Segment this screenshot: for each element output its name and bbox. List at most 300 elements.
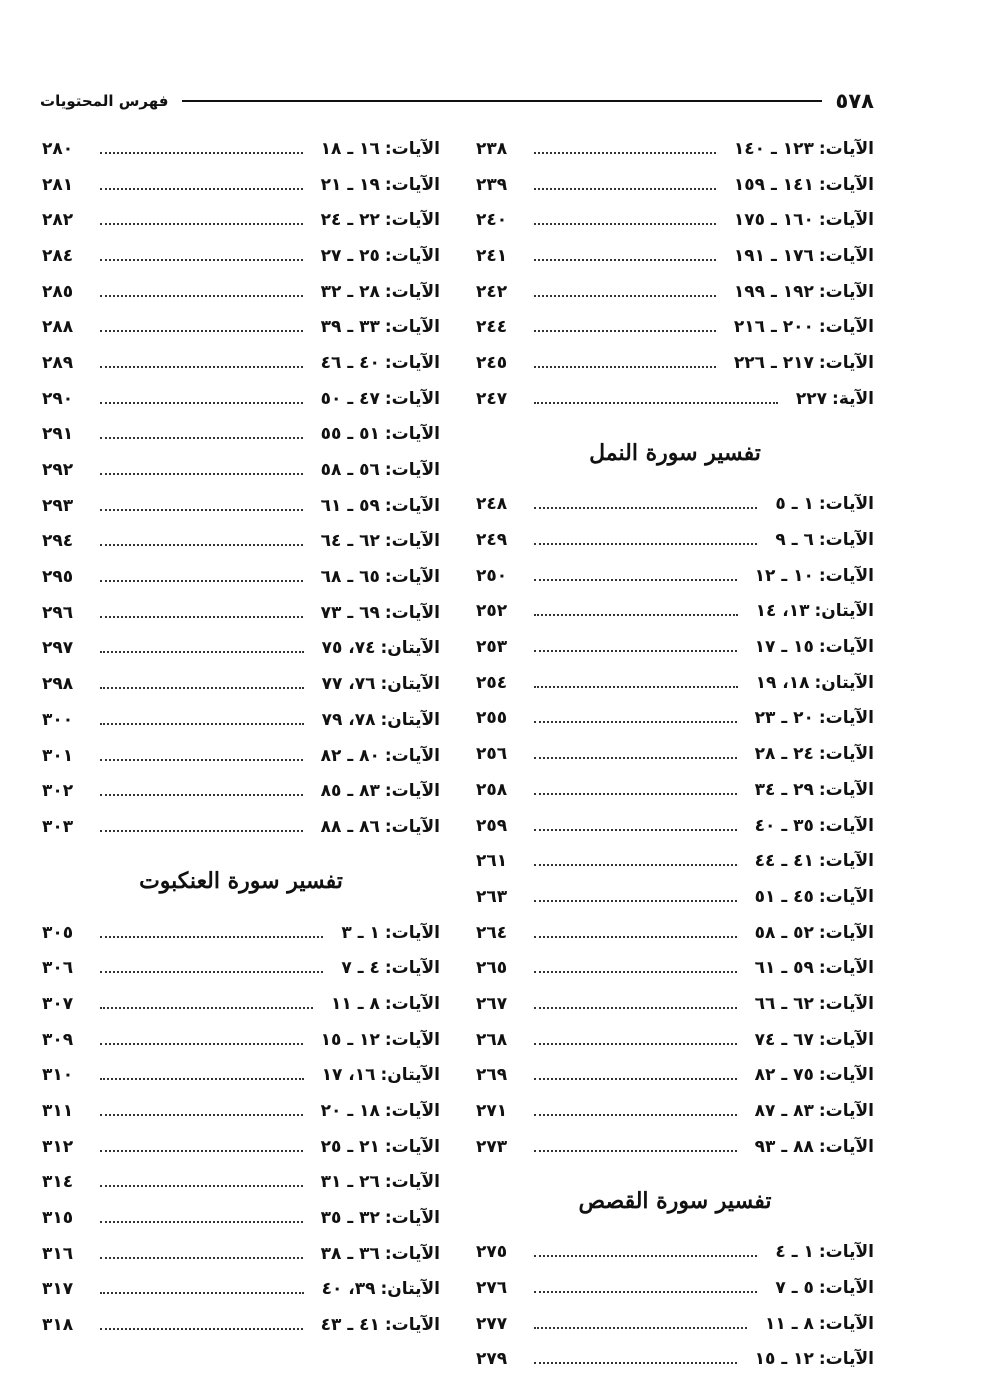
dot-leader: [534, 402, 778, 404]
dot-leader: [534, 793, 737, 795]
toc-entry: [476, 309, 874, 345]
toc-entry-verses: ٥١ ـ ٥٥: [320, 424, 380, 445]
toc-entry-page-number: ٣١٤: [42, 1172, 74, 1193]
toc-entry: [476, 665, 874, 701]
toc-entry: [476, 594, 874, 630]
toc-entry-verses: ١٥ ـ ١٧: [754, 637, 814, 658]
dot-leader: [534, 507, 757, 509]
toc-entry-verses: ١٨ ـ ٢٠: [320, 1101, 380, 1122]
toc-entry-label: الآيتان:: [380, 638, 440, 659]
toc-entry-label: الآيتان:: [380, 674, 440, 695]
toc-entry-page-number: ٢٥٨: [476, 779, 508, 800]
toc-entry-label: الآيات:: [384, 1315, 440, 1336]
dot-leader: [100, 188, 303, 190]
dot-leader: [534, 864, 737, 866]
toc-entry-label: الآيات:: [818, 1101, 874, 1122]
toc-entry-label: الآيات:: [818, 174, 874, 195]
dot-leader: [100, 544, 303, 546]
dot-leader: [534, 1114, 737, 1116]
toc-entry-label: الآيات:: [384, 816, 440, 837]
toc-entry-verses: ١٦ ـ ١٨: [320, 138, 380, 159]
dot-leader: [534, 1150, 737, 1152]
toc-entry-page-number: ٣٠١: [42, 745, 74, 766]
toc-entry-page-number: ٢٥٣: [476, 637, 508, 658]
dot-leader: [534, 936, 737, 938]
toc-entry-verses: ٦٥ ـ ٦٨: [320, 567, 380, 588]
dot-leader: [100, 1150, 303, 1152]
page-number: ٥٧٨: [835, 89, 874, 113]
toc-entry-verses: ٨٣ ـ ٨٥: [320, 781, 380, 802]
toc-entry-page-number: ٢٦١: [476, 851, 508, 872]
dot-leader: [100, 1292, 304, 1294]
toc-entry-label: الآيات:: [384, 424, 440, 445]
toc-entry: [476, 772, 874, 808]
dot-leader: [534, 829, 737, 831]
toc-entry-page-number: ٢٩٠: [42, 388, 74, 409]
dot-leader: [100, 1328, 303, 1330]
toc-entry-verses: ٨٦ ـ ٨٨: [320, 816, 380, 837]
toc-entry-page-number: ٢٩٢: [42, 460, 74, 481]
dot-leader: [534, 900, 737, 902]
dot-leader: [100, 1043, 303, 1045]
toc-entry: [42, 1272, 440, 1308]
toc-entry: [476, 1058, 874, 1094]
toc-entry-page-number: ٢٩٦: [42, 602, 74, 623]
toc-entry-label: الآيات:: [818, 744, 874, 765]
toc-entry: [476, 381, 874, 417]
toc-entry: [476, 1270, 874, 1306]
toc-entry-label: الآيات:: [818, 245, 874, 266]
toc-entry-label: الآيتان:: [814, 601, 874, 622]
toc-entry: [42, 1236, 440, 1272]
running-header-title: فهرس المحتويات: [40, 92, 169, 110]
toc-entry-label: الآيات:: [818, 530, 874, 551]
toc-entry-verses: ٥٩ ـ ٦١: [320, 495, 380, 516]
toc-entry: [476, 1022, 874, 1058]
toc-entry: [476, 131, 874, 167]
toc-entry: [42, 1058, 440, 1094]
toc-entry-label: الآيات:: [384, 531, 440, 552]
toc-entry-label: الآيات:: [818, 708, 874, 729]
toc-entry: [42, 1022, 440, 1058]
toc-entry-verses: ٧٤، ٧٥: [321, 638, 376, 659]
toc-entry-verses: ١٦٠ ـ ١٧٥: [733, 210, 814, 231]
dot-leader: [534, 971, 737, 973]
toc-list: [476, 487, 874, 1165]
toc-entry-verses: ٦٩ ـ ٧٣: [320, 602, 380, 623]
toc-entry-page-number: ٢٤٧: [476, 388, 508, 409]
dot-leader: [534, 721, 737, 723]
dot-leader: [100, 759, 303, 761]
toc-entry-page-number: ٢٥٩: [476, 815, 508, 836]
toc-entry-verses: ٢٢ ـ ٢٤: [320, 210, 380, 231]
toc-entry: [476, 522, 874, 558]
dot-leader: [100, 1221, 303, 1223]
toc-entry-verses: ٢٩ ـ ٣٤: [754, 779, 814, 800]
dot-leader: [534, 757, 737, 759]
toc-entry-page-number: ٢٤٢: [476, 281, 508, 302]
toc-entry: [42, 1093, 440, 1129]
toc-entry-label: الآيات:: [818, 352, 874, 373]
toc-entry-page-number: ٣٠٩: [42, 1029, 74, 1050]
dot-leader: [100, 402, 303, 404]
toc-entry: [476, 950, 874, 986]
dot-leader: [100, 1007, 313, 1009]
toc-entry-page-number: ٢٦٨: [476, 1029, 508, 1050]
toc-entry-verses: ٢٨ ـ ٣٢: [320, 281, 380, 302]
dot-leader: [100, 651, 304, 653]
toc-entry-verses: ٢٠ ـ ٢٣: [754, 708, 814, 729]
toc-entry-label: الآيات:: [384, 745, 440, 766]
toc-entry-verses: ٥٩ ـ ٦١: [754, 958, 814, 979]
dot-leader: [100, 1114, 303, 1116]
toc-entry-verses: ١ ـ ٥: [775, 494, 814, 515]
toc-entry-label: الآيات:: [818, 779, 874, 800]
toc-entry: [42, 309, 440, 345]
toc-entry: [476, 736, 874, 772]
toc-entry-label: الآيتان:: [814, 672, 874, 693]
toc-entry-label: الآيات:: [818, 993, 874, 1014]
toc-entry: [42, 381, 440, 417]
toc-entry: [42, 345, 440, 381]
toc-entry-label: الآيات:: [818, 1136, 874, 1157]
toc-entry-label: الآيات:: [818, 815, 874, 836]
dot-leader: [100, 366, 303, 368]
toc-entry-page-number: ٢٩٧: [42, 638, 74, 659]
dot-leader: [534, 579, 737, 581]
toc-entry: [42, 202, 440, 238]
toc-entry-verses: ٤١ ـ ٤٣: [320, 1315, 380, 1336]
toc-entry-label: الآيات:: [818, 494, 874, 515]
toc-entry-page-number: ٢٨٩: [42, 352, 74, 373]
toc-entry-verses: ٢٦ ـ ٣١: [320, 1172, 380, 1193]
toc-entry-verses: ١٠ ـ ١٢: [754, 565, 814, 586]
toc-entry-page-number: ٢٤٤: [476, 317, 508, 338]
toc-entry-verses: ١٤١ ـ ١٥٩: [733, 174, 814, 195]
toc-entry: [42, 274, 440, 310]
dot-leader: [100, 794, 303, 796]
dot-leader: [534, 650, 737, 652]
toc-entry-page-number: ٣٠٣: [42, 816, 74, 837]
dot-leader: [100, 437, 303, 439]
toc-entry-page-number: ٣٠٦: [42, 958, 74, 979]
toc-entry-label: الآيات:: [384, 281, 440, 302]
toc-entry-label: الآيتان:: [380, 1065, 440, 1086]
toc-entry-label: الآيات:: [384, 352, 440, 373]
toc-entry-page-number: ٢٥٥: [476, 708, 508, 729]
toc-entry-verses: ٧٨، ٧٩: [321, 709, 376, 730]
toc-entry-label: الآيات:: [818, 1065, 874, 1086]
dot-leader: [534, 1078, 737, 1080]
toc-entry-label: الآيتان:: [380, 709, 440, 730]
dot-leader: [534, 686, 738, 688]
toc-entry-page-number: ٣٠٧: [42, 993, 74, 1014]
toc-entry-label: الآيات:: [818, 851, 874, 872]
dot-leader: [534, 1007, 737, 1009]
toc-entry-page-number: ٢٤٥: [476, 352, 508, 373]
toc-entry-verses: ١٢ ـ ١٥: [320, 1029, 380, 1050]
toc-entry-page-number: ٢٥٢: [476, 601, 508, 622]
toc-entry-page-number: ٢٦٩: [476, 1065, 508, 1086]
toc-entry-verses: ٥٢ ـ ٥٨: [754, 922, 814, 943]
toc-entry: [42, 738, 440, 774]
dot-leader: [100, 971, 323, 973]
toc-entry: [476, 202, 874, 238]
dot-leader: [534, 1327, 747, 1329]
toc-entry-page-number: ٢٨٠: [42, 138, 74, 159]
toc-entry-label: الآيات:: [384, 922, 440, 943]
toc-entry-label: الآيات:: [818, 886, 874, 907]
toc-entry-label: الآيات:: [384, 1029, 440, 1050]
toc-entry-label: الآيات:: [384, 993, 440, 1014]
toc-entry-label: الآيات:: [818, 1313, 874, 1334]
toc-entry-verses: ٨ ـ ١١: [331, 993, 380, 1014]
toc-entry-page-number: ٢٤٨: [476, 494, 508, 515]
dot-leader: [534, 188, 716, 190]
toc-entry-page-number: ٢٩٥: [42, 567, 74, 588]
toc-entry-page-number: ٢٤٩: [476, 530, 508, 551]
toc-entry: [42, 417, 440, 453]
dot-leader: [534, 366, 716, 368]
toc-list: [476, 1235, 874, 1378]
dot-leader: [100, 1185, 303, 1187]
toc-entry-label: الآيات:: [818, 1242, 874, 1263]
toc-entry: [476, 843, 874, 879]
toc-entry-verses: ١٧٦ ـ ١٩١: [733, 245, 814, 266]
toc-entry-verses: ٢٤ ـ ٢٨: [754, 744, 814, 765]
dot-leader: [100, 936, 323, 938]
toc-entry-page-number: ٣١٦: [42, 1243, 74, 1264]
toc-entry-page-number: ٢٩٨: [42, 674, 74, 695]
toc-entry-label: الآيات:: [818, 922, 874, 943]
toc-entry-page-number: ٢٣٩: [476, 174, 508, 195]
toc-entry: [42, 1200, 440, 1236]
toc-entry-verses: ٤١ ـ ٤٤: [754, 851, 814, 872]
dot-leader: [534, 223, 716, 225]
toc-entry: [42, 809, 440, 845]
toc-entry: [42, 950, 440, 986]
dot-leader: [534, 1291, 757, 1293]
toc-entry-label: الآيات:: [818, 138, 874, 159]
toc-entry-verses: ١٢٣ ـ ١٤٠: [733, 138, 814, 159]
toc-entry-label: الآيات:: [384, 781, 440, 802]
toc-entry: [476, 986, 874, 1022]
toc-entry-page-number: ٣١٥: [42, 1208, 74, 1229]
toc-entry-label: الآيات:: [384, 138, 440, 159]
dot-leader: [100, 509, 303, 511]
toc-entry-page-number: ٣١١: [42, 1101, 74, 1122]
dot-leader: [100, 687, 304, 689]
toc-entry-label: الآيات:: [818, 565, 874, 586]
toc-entry-verses: ٦٧ ـ ٧٤: [754, 1029, 814, 1050]
toc-entry-verses: ١٣، ١٤: [755, 601, 810, 622]
dot-leader: [534, 152, 716, 154]
toc-entry: [476, 879, 874, 915]
toc-entry-label: الآيات:: [384, 495, 440, 516]
toc-entry-verses: ٢١ ـ ٢٥: [320, 1136, 380, 1157]
dot-leader: [100, 580, 303, 582]
toc-entry-page-number: ٢٧٧: [476, 1313, 508, 1334]
toc-entry-page-number: ٢٧٥: [476, 1242, 508, 1263]
toc-entry: [476, 167, 874, 203]
toc-entry-verses: ٦ ـ ٩: [775, 530, 814, 551]
dot-leader: [100, 259, 303, 261]
dot-leader: [534, 1255, 757, 1257]
running-header: [40, 86, 874, 116]
toc-entry: [476, 274, 874, 310]
toc-entry-verses: ٥٦ ـ ٥٨: [320, 460, 380, 481]
toc-entry-verses: ٢١٧ ـ ٢٢٦: [733, 352, 814, 373]
toc-entry-label: الآيات:: [384, 1208, 440, 1229]
toc-entry-label: الآيات:: [818, 637, 874, 658]
toc-entry: [42, 488, 440, 524]
section-heading-naml: تفسير سورة النمل: [589, 439, 761, 466]
dot-leader: [534, 295, 716, 297]
toc-entry: [42, 666, 440, 702]
toc-entry-verses: ٤٧ ـ ٥٠: [320, 388, 380, 409]
toc-entry-verses: ٣٦ ـ ٣٨: [320, 1243, 380, 1264]
toc-entry: [42, 595, 440, 631]
toc-entry-verses: ٤٥ ـ ٥١: [754, 886, 814, 907]
toc-entry: [476, 487, 874, 523]
toc-entry-page-number: ٢٨١: [42, 174, 74, 195]
toc-entry-page-number: ٢٨٢: [42, 210, 74, 231]
toc-entry-verses: ٦٢ ـ ٦٤: [320, 531, 380, 552]
toc-entry-verses: ١٨، ١٩: [755, 672, 810, 693]
toc-entry-verses: ٣٥ ـ ٤٠: [754, 815, 814, 836]
toc-entry-label: الآيات:: [384, 174, 440, 195]
dot-leader: [100, 295, 303, 297]
toc-entry-verses: ٨ ـ ١١: [765, 1313, 814, 1334]
dot-leader: [100, 830, 303, 832]
toc-entry-label: الآيات:: [384, 245, 440, 266]
toc-entry-label: الآيات:: [384, 1101, 440, 1122]
toc-entry-label: الآيات:: [818, 1029, 874, 1050]
toc-entry-page-number: ٢٥٤: [476, 672, 508, 693]
toc-entry-page-number: ٢٤١: [476, 245, 508, 266]
toc-entry-page-number: ٢٥٦: [476, 744, 508, 765]
toc-entry-page-number: ٢٤٠: [476, 210, 508, 231]
toc-entry-page-number: ٢٧٦: [476, 1278, 508, 1299]
toc-entry-verses: ٥ ـ ٧: [775, 1278, 814, 1299]
toc-entry: [476, 1342, 874, 1378]
toc-entry: [42, 238, 440, 274]
dot-leader: [534, 1043, 737, 1045]
toc-entry: [42, 631, 440, 667]
toc-entry-label: الآيات:: [384, 602, 440, 623]
toc-entry-label: الآيات:: [818, 958, 874, 979]
dot-leader: [534, 614, 738, 616]
dot-leader: [100, 1078, 304, 1080]
toc-entry-verses: ٣٩، ٤٠: [321, 1279, 376, 1300]
toc-entry-page-number: ٢٨٨: [42, 317, 74, 338]
toc-entry-verses: ٣٣ ـ ٣٩: [320, 317, 380, 338]
toc-entry-page-number: ٣٠٥: [42, 922, 74, 943]
toc-entry-verses: ٨٨ ـ ٩٣: [754, 1136, 814, 1157]
toc-entry-label: الآيات:: [384, 460, 440, 481]
toc-entry-label: الآيات:: [384, 317, 440, 338]
toc-entry-verses: ٤ ـ ٧: [341, 958, 380, 979]
dot-leader: [100, 152, 303, 154]
dot-leader: [100, 330, 303, 332]
toc-entry-label: الآية:: [832, 388, 874, 409]
toc-entry-page-number: ٣٠٢: [42, 781, 74, 802]
dot-leader: [534, 1362, 737, 1364]
toc-entry: [476, 808, 874, 844]
dot-leader: [100, 616, 303, 618]
header-rule: [182, 100, 821, 102]
toc-entry: [476, 345, 874, 381]
toc-list: [476, 131, 874, 417]
toc-entry: [42, 167, 440, 203]
toc-entry-verses: ٧٥ ـ ٨٢: [754, 1065, 814, 1086]
toc-entry-verses: ١ ـ ٣: [341, 922, 380, 943]
toc-entry-verses: ١٢ ـ ١٥: [754, 1349, 814, 1370]
toc-entry: [42, 524, 440, 560]
toc-entry: [476, 1306, 874, 1342]
toc-entry-label: الآيتان:: [380, 1279, 440, 1300]
toc-entry-page-number: ٢٧٣: [476, 1136, 508, 1157]
toc-entry-page-number: ٢٩٣: [42, 495, 74, 516]
toc-entry-page-number: ٢٧١: [476, 1101, 508, 1122]
toc-column-left: [42, 131, 440, 1343]
dot-leader: [100, 473, 303, 475]
dot-leader: [534, 543, 757, 545]
toc-entry: [42, 131, 440, 167]
toc-entry-verses: ١ ـ ٤: [775, 1242, 814, 1263]
toc-entry-verses: ٣٢ ـ ٣٥: [320, 1208, 380, 1229]
toc-entry-page-number: ٢٦٣: [476, 886, 508, 907]
toc-entry-verses: ٢٥ ـ ٢٧: [320, 245, 380, 266]
toc-entry-label: الآيات:: [384, 1243, 440, 1264]
toc-entry-page-number: ٢٨٤: [42, 245, 74, 266]
toc-entry-page-number: ٢٦٤: [476, 922, 508, 943]
toc-entry-page-number: ٣١٨: [42, 1315, 74, 1336]
dot-leader: [534, 259, 716, 261]
dot-leader: [100, 1257, 303, 1259]
toc-entry-page-number: ٣١٠: [42, 1065, 74, 1086]
toc-entry-verses: ٦٢ ـ ٦٦: [754, 993, 814, 1014]
toc-entry: [42, 559, 440, 595]
toc-entry: [42, 1307, 440, 1343]
toc-entry-label: الآيات:: [818, 1278, 874, 1299]
toc-entry-page-number: ٣٠٠: [42, 709, 74, 730]
toc-entry: [42, 452, 440, 488]
toc-entry-page-number: ٢٨٥: [42, 281, 74, 302]
toc-entry: [42, 773, 440, 809]
toc-entry-verses: ٤٠ ـ ٤٦: [320, 352, 380, 373]
toc-entry: [476, 629, 874, 665]
toc-entry-page-number: ٢٦٥: [476, 958, 508, 979]
toc-entry-label: الآيات:: [384, 958, 440, 979]
toc-entry-label: الآيات:: [818, 317, 874, 338]
toc-entry: [42, 1165, 440, 1201]
toc-entry-page-number: ٢٩٤: [42, 531, 74, 552]
toc-entry-label: الآيات:: [384, 210, 440, 231]
toc-entry-verses: ٨٣ ـ ٨٧: [754, 1101, 814, 1122]
toc-entry-verses: ٢٠٠ ـ ٢١٦: [733, 317, 814, 338]
toc-entry-verses: ١٩ ـ ٢١: [320, 174, 380, 195]
toc-entry-verses: ٢٢٧: [795, 388, 828, 409]
toc-entry: [476, 238, 874, 274]
toc-entry: [476, 1129, 874, 1165]
toc-entry-label: الآيات:: [384, 567, 440, 588]
toc-entry: [476, 558, 874, 594]
toc-entry: [476, 1093, 874, 1129]
toc-list: [42, 915, 440, 1343]
toc-entry-page-number: ٢٦٧: [476, 993, 508, 1014]
section-heading-ankabut: تفسير سورة العنكبوت: [139, 867, 343, 894]
